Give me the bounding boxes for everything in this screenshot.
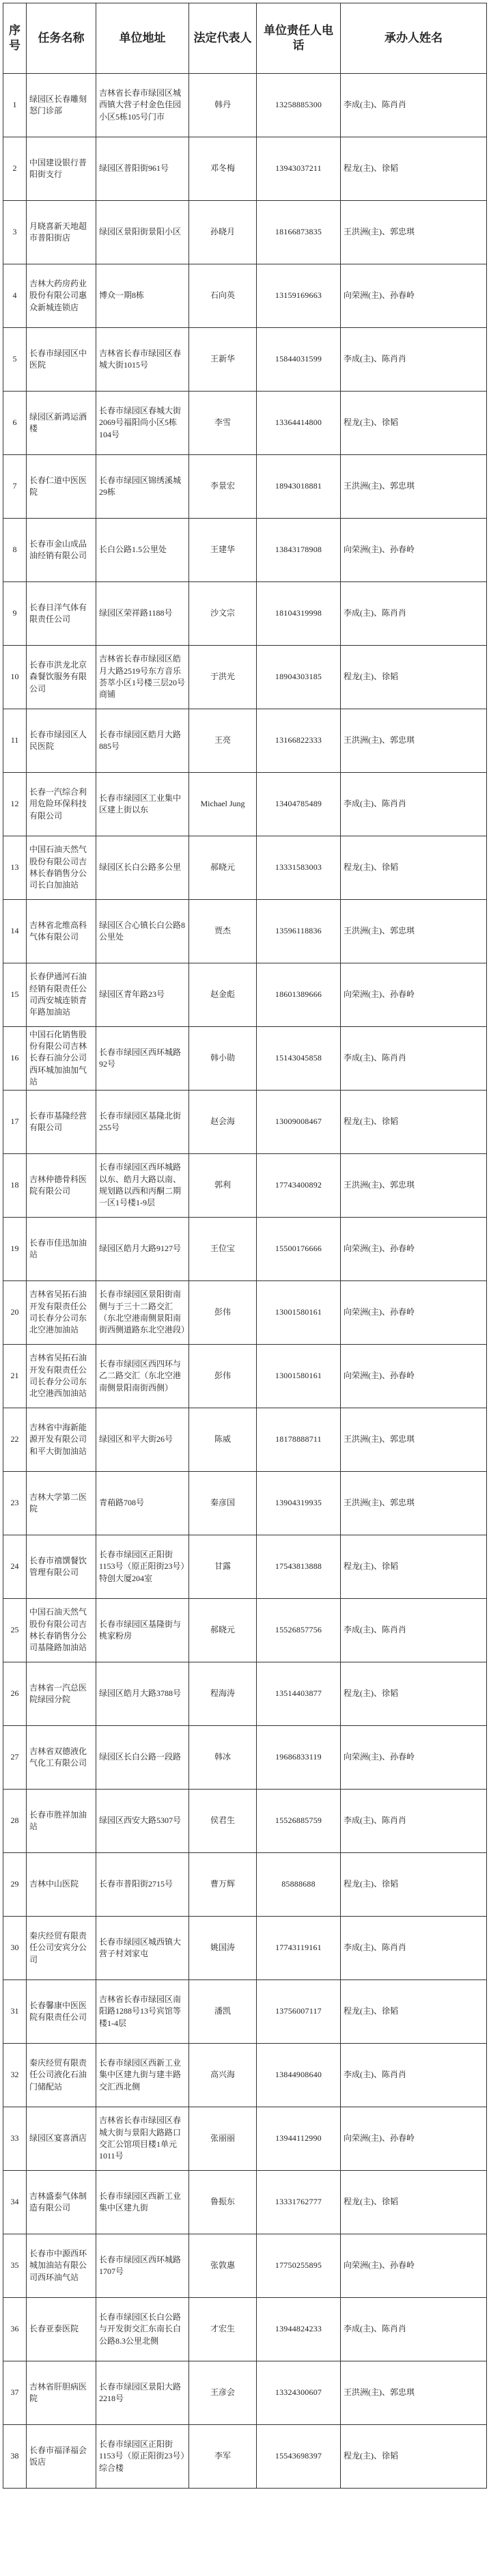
cell-address: 绿园区青年路23号 <box>96 963 189 1027</box>
cell-address: 长春市绿园区长白公路与开发街交汇东南长白公路8.3公里北侧 <box>96 2298 189 2361</box>
cell-task-name: 中国石油天然气股份有限公司吉林长春销售分公司长白加油站 <box>27 836 96 900</box>
cell-handler: 李成(主)、陈肖肖 <box>341 773 487 836</box>
cell-legal-rep: 曹万辉 <box>189 1853 257 1917</box>
cell-task-name: 秦庆经贸有限责任公司液化石油门储配站 <box>27 2044 96 2107</box>
cell-address: 绿园区皓月大路9127号 <box>96 1218 189 1281</box>
cell-task-name: 长春亚泰医院 <box>27 2298 96 2361</box>
cell-no: 32 <box>3 2044 27 2107</box>
cell-address: 绿园区景阳街景阳小区 <box>96 201 189 264</box>
cell-handler: 程龙(主)、徐韬 <box>341 1853 487 1917</box>
cell-address: 绿园区和平大街26号 <box>96 1408 189 1472</box>
cell-handler: 向荣洲(主)、孙春岭 <box>341 264 487 328</box>
table-row <box>3 74 487 137</box>
cell-phone: 13159169663 <box>257 264 341 328</box>
cell-address: 长春市绿园区皓月大路885号 <box>96 709 189 773</box>
cell-phone: 15143045858 <box>257 1027 341 1091</box>
task-table <box>3 3 487 2489</box>
table-row <box>3 1027 487 1091</box>
table-row <box>3 137 487 201</box>
cell-legal-rep: 才宏生 <box>189 2298 257 2361</box>
cell-address: 吉林省长春市绿园区春城大街与景阳大路路口交汇公馆项目楼1单元1011号 <box>96 2107 189 2171</box>
table-row <box>3 201 487 264</box>
cell-task-name: 长春市基隆经营有限公司 <box>27 1091 96 1154</box>
cell-phone: 18166873835 <box>257 201 341 264</box>
table-row <box>3 1218 487 1281</box>
cell-legal-rep: 张丽丽 <box>189 2107 257 2171</box>
table-row <box>3 963 487 1027</box>
cell-task-name: 中国石化销售股份有限公司吉林长春石油分公司西环城加油加气站 <box>27 1027 96 1091</box>
cell-no: 25 <box>3 1599 27 1662</box>
cell-address: 吉林省长春市绿园区南阳路1288号13号宾馆等楼1-4层 <box>96 1980 189 2044</box>
cell-handler: 王洪洲(主)、郭忠琪 <box>341 2361 487 2425</box>
cell-task-name: 长春市禧馔餐饮管理有限公司 <box>27 1535 96 1599</box>
cell-phone: 13943037211 <box>257 137 341 201</box>
header-handler: 承办人姓名 <box>341 3 487 74</box>
cell-phone: 18178888711 <box>257 1408 341 1472</box>
cell-no: 24 <box>3 1535 27 1599</box>
cell-task-name: 长春一汽综合利用危险环保科技有限公司 <box>27 773 96 836</box>
cell-handler: 向荣洲(主)、孙春岭 <box>341 519 487 582</box>
cell-address: 长春市绿园区西新工业集中区建九街与建丰路交汇西北侧 <box>96 2044 189 2107</box>
cell-address: 长春市绿园区西环城路以东、皓月大路以南、规划路以西和丙酮二期一区1号楼1-9层 <box>96 1154 189 1218</box>
cell-legal-rep: 王新华 <box>189 328 257 392</box>
cell-task-name: 长春市绿园区人民医院 <box>27 709 96 773</box>
cell-task-name: 长春市中源西环城加油站有限公司西环油气站 <box>27 2234 96 2298</box>
header-no: 序号 <box>3 3 27 74</box>
cell-task-name: 长春日洋气体有限责任公司 <box>27 582 96 646</box>
cell-legal-rep: 李军 <box>189 2425 257 2489</box>
cell-no: 31 <box>3 1980 27 2044</box>
table-row <box>3 1408 487 1472</box>
cell-no: 15 <box>3 963 27 1027</box>
table-row <box>3 2044 487 2107</box>
cell-no: 22 <box>3 1408 27 1472</box>
cell-handler: 李成(主)、陈肖肖 <box>341 582 487 646</box>
cell-handler: 向荣洲(主)、孙春岭 <box>341 1345 487 1408</box>
cell-no: 19 <box>3 1218 27 1281</box>
table-body <box>3 74 487 2489</box>
cell-address: 吉林省长春市绿园区皓月大路2519号东方音乐荟萃小区1号楼三层20号商铺 <box>96 646 189 709</box>
table-row <box>3 328 487 392</box>
cell-handler: 王洪洲(主)、郭忠琪 <box>341 1154 487 1218</box>
cell-address: 长春市绿园区西四环与乙二路交汇（东北空港南侧景阳南街西侧） <box>96 1345 189 1408</box>
cell-legal-rep: 郝晓元 <box>189 1599 257 1662</box>
cell-handler: 向荣洲(主)、孙春岭 <box>341 963 487 1027</box>
cell-address: 绿园区长白公路多公里 <box>96 836 189 900</box>
cell-legal-rep: 高兴海 <box>189 2044 257 2107</box>
cell-phone: 13843178908 <box>257 519 341 582</box>
cell-handler: 程龙(主)、徐韬 <box>341 1980 487 2044</box>
cell-handler: 李成(主)、陈肖肖 <box>341 2044 487 2107</box>
table-row <box>3 646 487 709</box>
header-legal-rep: 法定代表人 <box>189 3 257 74</box>
cell-legal-rep: 郝晓元 <box>189 836 257 900</box>
document <box>3 3 486 2489</box>
cell-no: 18 <box>3 1154 27 1218</box>
cell-task-name: 吉林省肝胆病医院 <box>27 2361 96 2425</box>
table-row <box>3 1091 487 1154</box>
cell-legal-rep: 孙晓月 <box>189 201 257 264</box>
cell-phone: 13324300607 <box>257 2361 341 2425</box>
cell-task-name: 长春市佳迅加油站 <box>27 1218 96 1281</box>
cell-no: 34 <box>3 2171 27 2234</box>
table-row <box>3 582 487 646</box>
cell-no: 2 <box>3 137 27 201</box>
cell-no: 12 <box>3 773 27 836</box>
cell-no: 1 <box>3 74 27 137</box>
cell-no: 6 <box>3 392 27 455</box>
cell-no: 38 <box>3 2425 27 2489</box>
cell-legal-rep: 石向英 <box>189 264 257 328</box>
cell-no: 10 <box>3 646 27 709</box>
cell-phone: 13596118836 <box>257 900 341 963</box>
cell-address: 长春市绿园区景阳街南侧与于三十二路交汇（东北空港南侧景阳南街西侧道路东北空港段） <box>96 1281 189 1345</box>
cell-address: 青葙路708号 <box>96 1472 189 1535</box>
table-row <box>3 709 487 773</box>
table-row <box>3 519 487 582</box>
table-row <box>3 773 487 836</box>
cell-phone: 13364414800 <box>257 392 341 455</box>
cell-address: 绿园区荣祥路1188号 <box>96 582 189 646</box>
cell-no: 36 <box>3 2298 27 2361</box>
cell-handler: 程龙(主)、徐韬 <box>341 2171 487 2234</box>
cell-no: 8 <box>3 519 27 582</box>
cell-address: 绿园区皓月大路3788号 <box>96 1662 189 1726</box>
cell-task-name: 吉林中山医院 <box>27 1853 96 1917</box>
cell-legal-rep: 甘露 <box>189 1535 257 1599</box>
cell-handler: 王洪洲(主)、郭忠琪 <box>341 1472 487 1535</box>
cell-phone: 15526885759 <box>257 1790 341 1853</box>
cell-legal-rep: 彭伟 <box>189 1345 257 1408</box>
cell-handler: 程龙(主)、徐韬 <box>341 1535 487 1599</box>
cell-legal-rep: 于洪光 <box>189 646 257 709</box>
cell-phone: 13331762777 <box>257 2171 341 2234</box>
cell-address: 绿园区合心镇长白公路8公里处 <box>96 900 189 963</box>
cell-address: 长春市绿园区西环城路92号 <box>96 1027 189 1091</box>
cell-task-name: 吉林省中海新能源开发有限公司和平大街加油站 <box>27 1408 96 1472</box>
cell-handler: 向荣洲(主)、孙春岭 <box>341 2234 487 2298</box>
cell-handler: 向荣洲(主)、孙春岭 <box>341 2107 487 2171</box>
table-row <box>3 1726 487 1790</box>
table-row <box>3 1345 487 1408</box>
cell-phone: 15543698397 <box>257 2425 341 2489</box>
cell-legal-rep: 王亮 <box>189 709 257 773</box>
cell-address: 长春市普阳街2715号 <box>96 1853 189 1917</box>
cell-no: 13 <box>3 836 27 900</box>
cell-task-name: 吉林大药房药业股份有限公司惠众新城连锁店 <box>27 264 96 328</box>
table-row <box>3 1472 487 1535</box>
cell-legal-rep: 王位宝 <box>189 1218 257 1281</box>
cell-task-name: 中国石油天然气股份有限公司吉林长春销售分公司基隆路加油站 <box>27 1599 96 1662</box>
cell-legal-rep: 郭利 <box>189 1154 257 1218</box>
cell-no: 27 <box>3 1726 27 1790</box>
cell-handler: 程龙(主)、徐韬 <box>341 646 487 709</box>
cell-task-name: 秦庆经贸有限责任公司安宾分公司 <box>27 1917 96 1980</box>
cell-legal-rep: 赵会海 <box>189 1091 257 1154</box>
table-row <box>3 836 487 900</box>
cell-address: 长春市绿园区西新工业集中区建九街 <box>96 2171 189 2234</box>
cell-no: 4 <box>3 264 27 328</box>
table-row <box>3 1662 487 1726</box>
table-row <box>3 2107 487 2171</box>
cell-handler: 向荣洲(主)、孙春岭 <box>341 1281 487 1345</box>
cell-legal-rep: 陈威 <box>189 1408 257 1472</box>
cell-task-name: 绿园区新鸿运酒楼 <box>27 392 96 455</box>
cell-legal-rep: 邓冬梅 <box>189 137 257 201</box>
cell-phone: 17743400892 <box>257 1154 341 1218</box>
cell-phone: 13009008467 <box>257 1091 341 1154</box>
cell-phone: 13756007117 <box>257 1980 341 2044</box>
header-row <box>3 3 487 74</box>
cell-address: 长春市绿园区基隆北街255号 <box>96 1091 189 1154</box>
cell-task-name: 长春市福泽福会饭店 <box>27 2425 96 2489</box>
cell-phone: 18601389666 <box>257 963 341 1027</box>
cell-phone: 17750255895 <box>257 2234 341 2298</box>
cell-address: 长春市绿园区景阳大路2218号 <box>96 2361 189 2425</box>
cell-no: 7 <box>3 455 27 519</box>
cell-legal-rep: 张敦惠 <box>189 2234 257 2298</box>
cell-task-name: 绿园区宴喜酒店 <box>27 2107 96 2171</box>
cell-no: 35 <box>3 2234 27 2298</box>
cell-address: 绿园区西安大路5307号 <box>96 1790 189 1853</box>
cell-address: 绿园区长白公路一段路 <box>96 1726 189 1790</box>
table-row <box>3 1281 487 1345</box>
cell-task-name: 吉林盛泰气体制造有限公司 <box>27 2171 96 2234</box>
cell-address: 绿园区普阳街961号 <box>96 137 189 201</box>
cell-address: 吉林省长春市绿园区春城大街1015号 <box>96 328 189 392</box>
cell-phone: 15500176666 <box>257 1218 341 1281</box>
cell-phone: 13944824233 <box>257 2298 341 2361</box>
cell-task-name: 长春馨康中医医院有限责任公司 <box>27 1980 96 2044</box>
cell-phone: 18943018881 <box>257 455 341 519</box>
table-row <box>3 392 487 455</box>
cell-address: 长春市绿园区工业集中区建上街以东 <box>96 773 189 836</box>
table-row <box>3 1980 487 2044</box>
cell-legal-rep: 赵金彪 <box>189 963 257 1027</box>
cell-task-name: 中国建设银行普阳街支行 <box>27 137 96 201</box>
cell-phone: 15844031599 <box>257 328 341 392</box>
cell-phone: 13258885300 <box>257 74 341 137</box>
cell-handler: 王洪洲(主)、郭忠琪 <box>341 900 487 963</box>
table-row <box>3 1535 487 1599</box>
cell-address: 博众一期8栋 <box>96 264 189 328</box>
cell-legal-rep: 姚国涛 <box>189 1917 257 1980</box>
cell-phone: 18904303185 <box>257 646 341 709</box>
cell-handler: 程龙(主)、徐韬 <box>341 2425 487 2489</box>
table-row <box>3 264 487 328</box>
cell-task-name: 长春伊通河石油经销有限责任公司西安城连锁青年路加油站 <box>27 963 96 1027</box>
cell-address: 长春市绿园区西环城路1707号 <box>96 2234 189 2298</box>
cell-legal-rep: 王建华 <box>189 519 257 582</box>
cell-phone: 13514403877 <box>257 1662 341 1726</box>
cell-handler: 李成(主)、陈肖肖 <box>341 328 487 392</box>
cell-handler: 程龙(主)、徐韬 <box>341 137 487 201</box>
cell-task-name: 长春仁道中医医院 <box>27 455 96 519</box>
cell-legal-rep: 潘凯 <box>189 1980 257 2044</box>
cell-legal-rep: 侯君生 <box>189 1790 257 1853</box>
cell-phone: 13001580161 <box>257 1345 341 1408</box>
cell-legal-rep: 韩小勋 <box>189 1027 257 1091</box>
cell-address: 长白公路1.5公里处 <box>96 519 189 582</box>
header-phone: 单位责任人电话 <box>257 3 341 74</box>
cell-legal-rep: 秦彦国 <box>189 1472 257 1535</box>
cell-handler: 王洪洲(主)、郭忠琪 <box>341 455 487 519</box>
cell-task-name: 吉林仲德骨科医院有限公司 <box>27 1154 96 1218</box>
cell-handler: 程龙(主)、徐韬 <box>341 836 487 900</box>
cell-no: 20 <box>3 1281 27 1345</box>
cell-no: 37 <box>3 2361 27 2425</box>
table-row <box>3 1917 487 1980</box>
cell-handler: 李成(主)、陈肖肖 <box>341 1027 487 1091</box>
cell-legal-rep: 贾杰 <box>189 900 257 963</box>
cell-no: 23 <box>3 1472 27 1535</box>
cell-phone: 17543813888 <box>257 1535 341 1599</box>
cell-no: 5 <box>3 328 27 392</box>
cell-handler: 李成(主)、陈肖肖 <box>341 2298 487 2361</box>
cell-task-name: 长春市金山成品油经销有限公司 <box>27 519 96 582</box>
cell-no: 16 <box>3 1027 27 1091</box>
cell-handler: 李成(主)、陈肖肖 <box>341 1790 487 1853</box>
cell-handler: 程龙(主)、徐韬 <box>341 1662 487 1726</box>
cell-task-name: 吉林省北维高科气体有限公司 <box>27 900 96 963</box>
cell-handler: 李成(主)、陈肖肖 <box>341 1917 487 1980</box>
cell-address: 长春市绿园区锦绣溪城29栋 <box>96 455 189 519</box>
cell-phone: 17743119161 <box>257 1917 341 1980</box>
cell-address: 长春市绿园区正阳街1153号（原正阳街23号）特创大厦204室 <box>96 1535 189 1599</box>
header-task-name: 任务名称 <box>27 3 96 74</box>
table-row <box>3 1154 487 1218</box>
cell-phone: 19686833119 <box>257 1726 341 1790</box>
table-row <box>3 1853 487 1917</box>
cell-phone: 85888688 <box>257 1853 341 1917</box>
cell-phone: 13001580161 <box>257 1281 341 1345</box>
table-row <box>3 2425 487 2489</box>
cell-address: 吉林省长春市绿园区城西镇大营子村金色佳园小区5栋105号门市 <box>96 74 189 137</box>
cell-task-name: 长春市胜祥加油站 <box>27 1790 96 1853</box>
table-row <box>3 2171 487 2234</box>
cell-legal-rep: 沙文宗 <box>189 582 257 646</box>
table-row <box>3 1790 487 1853</box>
cell-legal-rep: 李景宏 <box>189 455 257 519</box>
cell-no: 33 <box>3 2107 27 2171</box>
cell-no: 11 <box>3 709 27 773</box>
cell-no: 17 <box>3 1091 27 1154</box>
cell-no: 14 <box>3 900 27 963</box>
cell-address: 长春市绿园区春城大街2069号福阳尚小区5栋104号 <box>96 392 189 455</box>
cell-task-name: 长春市洪龙北京森餐饮服务有限公司 <box>27 646 96 709</box>
cell-legal-rep: Michael Jung <box>189 773 257 836</box>
cell-handler: 王洪洲(主)、郭忠琪 <box>341 1408 487 1472</box>
cell-phone: 13331583003 <box>257 836 341 900</box>
cell-task-name: 吉林大学第二医院 <box>27 1472 96 1535</box>
cell-no: 9 <box>3 582 27 646</box>
table-row <box>3 1599 487 1662</box>
cell-no: 30 <box>3 1917 27 1980</box>
cell-handler: 李成(主)、陈肖肖 <box>341 74 487 137</box>
table-row <box>3 2298 487 2361</box>
table-row <box>3 2361 487 2425</box>
cell-task-name: 吉林省一汽总医院绿园分院 <box>27 1662 96 1726</box>
cell-handler: 程龙(主)、徐韬 <box>341 1091 487 1154</box>
table-row <box>3 2234 487 2298</box>
cell-task-name: 月晓喜新天地超市普阳街店 <box>27 201 96 264</box>
cell-task-name: 长春市绿园区中医院 <box>27 328 96 392</box>
cell-task-name: 绿园区长春雕刻怒门诊部 <box>27 74 96 137</box>
header-address: 单位地址 <box>96 3 189 74</box>
cell-legal-rep: 王彦会 <box>189 2361 257 2425</box>
cell-address: 长春市绿园区城西镇大营子村刘家屯 <box>96 1917 189 1980</box>
cell-task-name: 吉林省吴拓石油开发有限责任公司长春分公司东北空港西加油站 <box>27 1345 96 1408</box>
cell-legal-rep: 程海涛 <box>189 1662 257 1726</box>
cell-handler: 李成(主)、陈肖肖 <box>341 1599 487 1662</box>
cell-handler: 王洪洲(主)、郭忠琪 <box>341 201 487 264</box>
cell-handler: 向荣洲(主)、孙春岭 <box>341 1218 487 1281</box>
cell-address: 长春市绿园区基隆街与桃家粉房 <box>96 1599 189 1662</box>
cell-phone: 13844908640 <box>257 2044 341 2107</box>
cell-no: 28 <box>3 1790 27 1853</box>
cell-phone: 13944112990 <box>257 2107 341 2171</box>
cell-no: 21 <box>3 1345 27 1408</box>
cell-address: 长春市绿园区正阳街1153号（原正阳街23号）综合楼 <box>96 2425 189 2489</box>
cell-legal-rep: 韩冰 <box>189 1726 257 1790</box>
cell-handler: 向荣洲(主)、孙春岭 <box>341 1726 487 1790</box>
cell-no: 26 <box>3 1662 27 1726</box>
cell-phone: 15526857756 <box>257 1599 341 1662</box>
cell-legal-rep: 韩丹 <box>189 74 257 137</box>
cell-phone: 13904319935 <box>257 1472 341 1535</box>
cell-legal-rep: 李雪 <box>189 392 257 455</box>
cell-phone: 13166822333 <box>257 709 341 773</box>
cell-phone: 18104319998 <box>257 582 341 646</box>
cell-no: 3 <box>3 201 27 264</box>
cell-legal-rep: 彭伟 <box>189 1281 257 1345</box>
cell-phone: 13404785489 <box>257 773 341 836</box>
cell-task-name: 吉林省吴拓石油开发有限责任公司长春分公司东北空港加油站 <box>27 1281 96 1345</box>
cell-task-name: 吉林省双德液化气化工有限公司 <box>27 1726 96 1790</box>
table-row <box>3 455 487 519</box>
cell-handler: 王洪洲(主)、郭忠琪 <box>341 709 487 773</box>
table-row <box>3 900 487 963</box>
cell-handler: 程龙(主)、徐韬 <box>341 392 487 455</box>
cell-no: 29 <box>3 1853 27 1917</box>
cell-legal-rep: 鲁振东 <box>189 2171 257 2234</box>
